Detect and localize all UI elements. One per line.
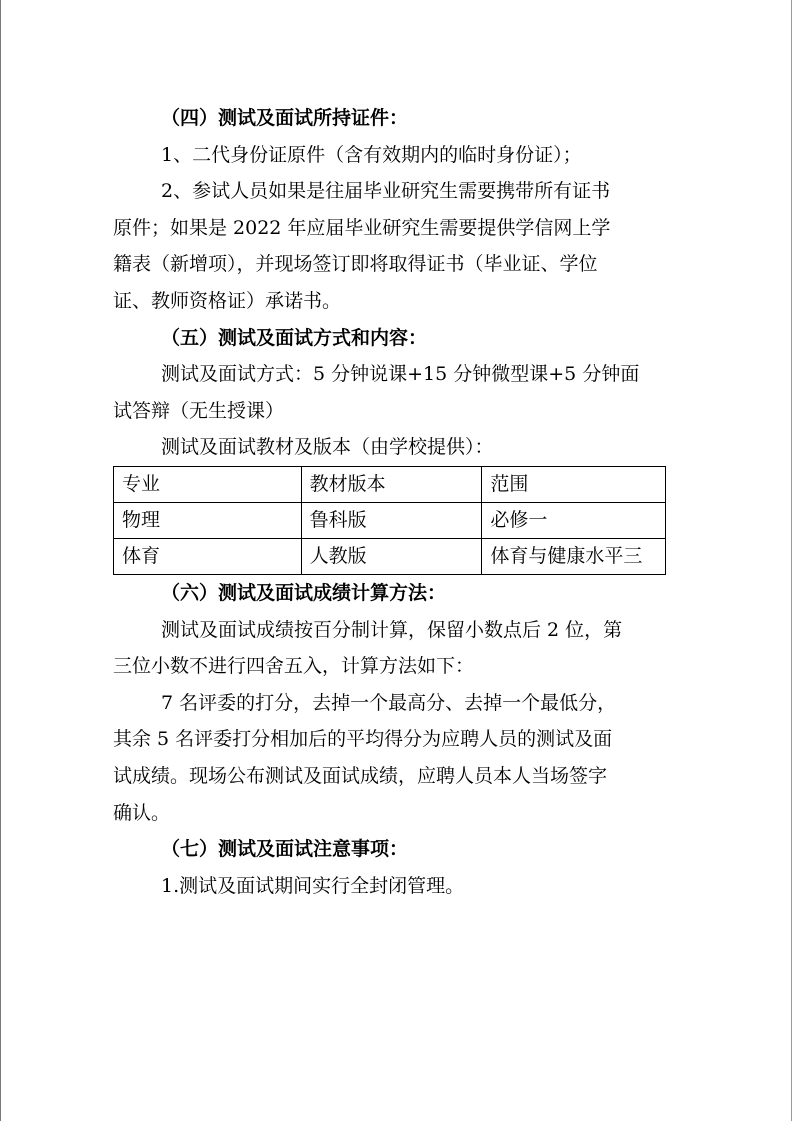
section-4-item-2-line-4: 证、教师资格证）承诺书。 xyxy=(113,289,342,312)
section-6-para-1-line-2: 三位小数不进行四舍五入，计算方法如下： xyxy=(113,655,475,678)
table-cell: 人教版 xyxy=(301,538,482,574)
table-header-cell: 专业 xyxy=(114,466,302,502)
table-row xyxy=(114,538,666,574)
table-cell: 必修一 xyxy=(482,502,666,538)
section-6-para-1-line-1: 测试及面试成绩按百分制计算，保留小数点后 2 位，第 xyxy=(161,618,623,641)
materials-table xyxy=(113,466,666,575)
section-7-heading: （七）测试及面试注意事项： xyxy=(161,838,409,861)
section-6-para-2-line-3: 试成绩。现场公布测试及面试成绩，应聘人员本人当场签字 xyxy=(113,764,608,787)
section-4-heading: （四）测试及面试所持证件： xyxy=(161,107,409,129)
table-header-cell: 教材版本 xyxy=(301,466,482,502)
table-cell: 鲁科版 xyxy=(301,502,482,538)
section-4-item-2-line-1: 2、参试人员如果是往届毕业研究生需要携带所有证书 xyxy=(161,180,611,203)
section-4-item-2-line-3: 籍表（新增项），并现场签订即将取得证书（毕业证、学位 xyxy=(113,253,598,276)
table-cell: 物理 xyxy=(114,502,302,538)
table-cell: 体育 xyxy=(114,538,302,574)
table-header-cell: 范围 xyxy=(482,466,666,502)
section-4-item-1: 1、二代身份证原件（含有效期内的临时身份证）； xyxy=(161,143,582,166)
section-6-heading: （六）测试及面试成绩计算方法： xyxy=(161,581,447,604)
section-6-para-2-line-4: 确认。 xyxy=(113,801,171,824)
section-5-method-line-1: 测试及面试方式：5 分钟说课+15 分钟微型课+5 分钟面 xyxy=(161,363,640,386)
section-5-materials-intro: 测试及面试教材及版本（由学校提供）： xyxy=(161,436,494,459)
document-body xyxy=(113,100,673,904)
section-6-para-2-line-2: 其余 5 名评委打分相加后的平均得分为应聘人员的测试及面 xyxy=(113,728,613,751)
table-cell: 体育与健康水平三 xyxy=(482,538,666,574)
section-4-item-2-line-2: 原件；如果是 2022 年应届毕业研究生需要提供学信网上学 xyxy=(113,216,611,239)
section-5-method-line-2: 试答辩（无生授课） xyxy=(113,399,285,422)
table-row xyxy=(114,502,666,538)
section-7-item-1: 1.测试及面试期间实行全封闭管理。 xyxy=(161,874,465,897)
section-5-heading: （五）测试及面试方式和内容： xyxy=(161,326,428,349)
section-6-para-2-line-1: 7 名评委的打分，去掉一个最高分、去掉一个最低分， xyxy=(161,691,617,714)
table-header-row xyxy=(114,466,666,502)
